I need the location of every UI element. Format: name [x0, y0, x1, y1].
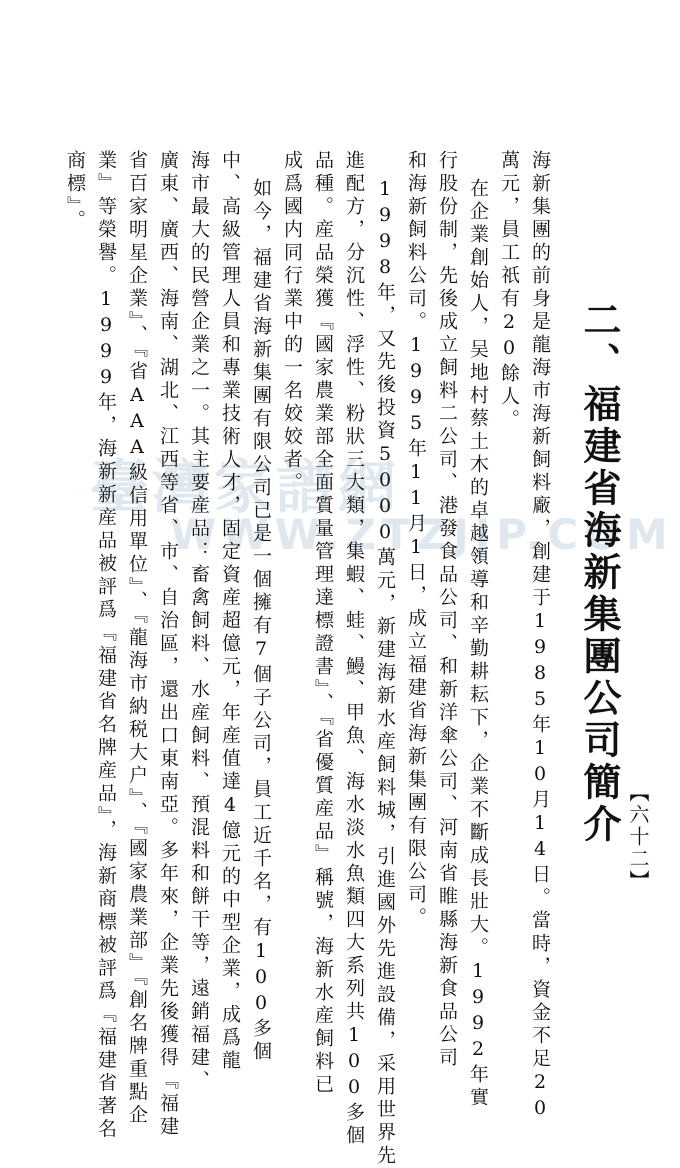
text-column: 萬元，員工祇有20餘人。 — [498, 150, 520, 432]
text-column: 和海新飼料公司。1995年11月1日，成立福建省海新集團有限公司。 — [405, 150, 427, 930]
text-column: 1998年，又先後投資5000萬元，新建海新水産飼料城，引進國外先進設備，采用世界先 — [374, 178, 396, 1168]
section-title: 二、福建省海新集團公司簡介 — [577, 300, 621, 846]
text-column: 品種。産品榮獲『國家農業部全面質量管理達標證書』、『省優質産品』稱號，海新水産飼料已 — [312, 150, 334, 1097]
text-column: 如今，福建省海新集團有限公司已是一個擁有7個子公司，員工近千名，有100多個 — [250, 178, 272, 1064]
text-column: 業』等榮譽。1999年，海新新産品被評爲『福建省名牌産品』，海新商標被評爲『福建省著名 — [95, 150, 117, 1142]
text-column: 廣東、廣西、海南、湖北、江西等省、市、自治區，還出口東南亞。多年來，企業先後獲得『福建 — [157, 150, 179, 1139]
text-column: 行股份制，先後成立飼料二公司、港發食品公司、和新洋傘公司、河南省睢縣海新食品公司 — [436, 150, 458, 1070]
text-column: 省百家明星企業』、『省AAA級信用單位』、『龍海市納税大户』、『國家農業部』『創名牌重點企 — [126, 150, 148, 1128]
watermark-text: 臺灣家譜網 — [90, 453, 401, 521]
text-column: 商標』。 — [64, 150, 86, 233]
watermark-url: WWW.ZTZJJP.COM — [170, 510, 674, 559]
text-column: 海市最大的民營企業之一。其主要産品：畜禽飼料、水産飼料、預混料和餅干等，遠銷福建、 — [188, 150, 210, 1093]
text-column: 中、高級管理人員和專業技術人才，固定資産超億元，年産值達4億元的中型企業，成爲龍 — [219, 150, 241, 1073]
text-column: 進配方，分沉性、浮性、粉狀三大類，集蝦、蛙、鰻、甲魚、海水淡水魚類四大系列共100多個 — [343, 150, 365, 1148]
text-column: 在企業創始人，吴地村蔡土木的卓越領導和辛勤耕耘下，企業不斷成長壯大。1992年實 — [467, 178, 489, 1110]
text-column: 成爲國内同行業中的一名姣姣者。 — [281, 150, 303, 495]
page-number: 【六十二】 — [626, 782, 650, 892]
text-column: 海新集團的前身是龍海市海新飼料廠，創建于1985年10月14日。當時，資金不足20 — [529, 150, 551, 1123]
